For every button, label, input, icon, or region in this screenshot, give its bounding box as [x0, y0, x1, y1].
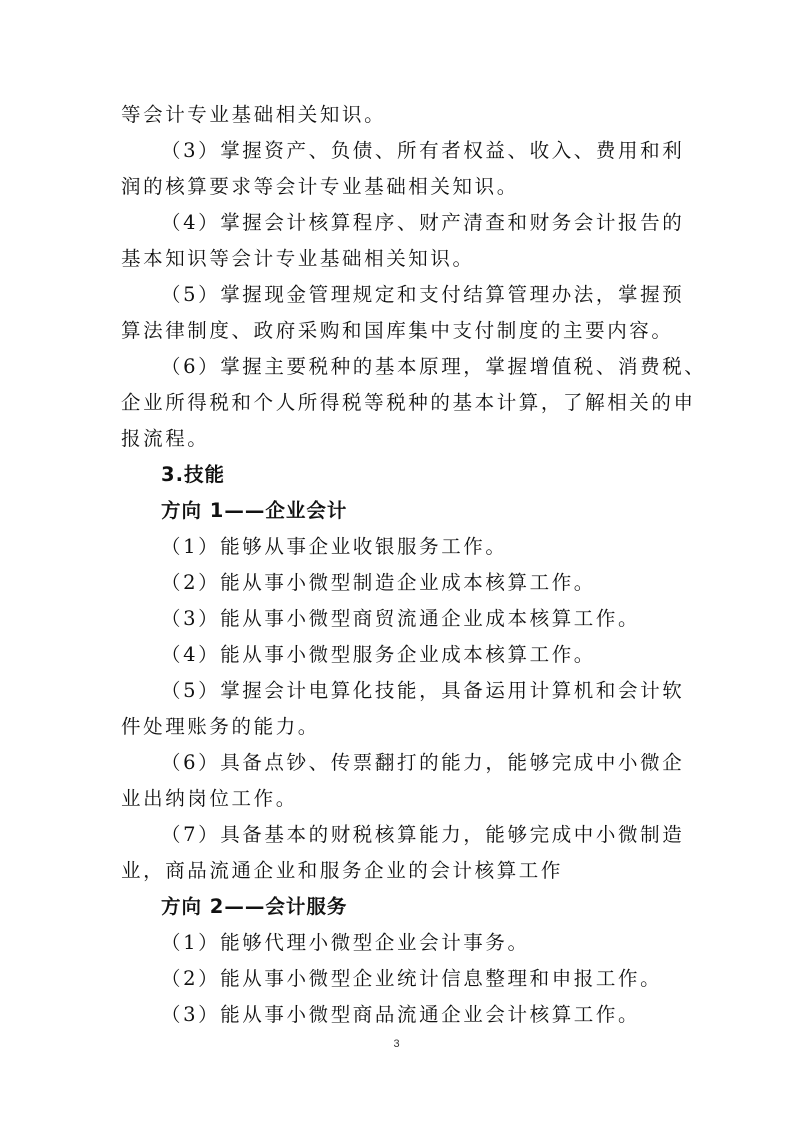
body-line: 企业所得税和个人所得税等税种的基本计算，了解相关的申 [121, 391, 696, 414]
list-item-service-1: （1）能够代理小微型企业会计事务。 [161, 931, 530, 954]
body-line: 基本知识等会计专业基础相关知识。 [121, 247, 475, 270]
body-line: 等会计专业基础相关知识。 [121, 103, 387, 126]
list-item-service-2: （2）能从事小微型企业统计信息整理和申报工作。 [161, 967, 663, 990]
list-item-skill-1: （1）能够从事企业收银服务工作。 [161, 535, 508, 558]
list-item-skill-5: （5）掌握会计电算化技能，具备运用计算机和会计软 [161, 679, 685, 702]
list-item-knowledge-6: （6）掌握主要税种的基本原理，掌握增值税、消费税、 [161, 355, 707, 378]
list-item-knowledge-5: （5）掌握现金管理规定和支付结算管理办法，掌握预 [161, 283, 685, 306]
list-item-skill-6: （6）具备点钞、传票翻打的能力，能够完成中小微企 [161, 751, 685, 774]
body-line: 润的核算要求等会计专业基础相关知识。 [121, 175, 519, 198]
body-line: 算法律制度、政府采购和国库集中支付制度的主要内容。 [121, 319, 674, 342]
body-line: 业出纳岗位工作。 [121, 787, 298, 810]
list-item-skill-7: （7）具备基本的财税核算能力，能够完成中小微制造 [161, 823, 685, 846]
list-item-service-3: （3）能从事小微型商品流通企业会计核算工作。 [161, 1003, 641, 1026]
body-line: 业，商品流通企业和服务企业的会计核算工作 [121, 859, 564, 882]
body-line: 件处理账务的能力。 [121, 715, 320, 738]
page-number: 3 [393, 1038, 400, 1050]
list-item-knowledge-4: （4）掌握会计核算程序、财产清查和财务会计报告的 [161, 211, 685, 234]
subheading-direction-2: 方向 2——会计服务 [161, 895, 348, 918]
list-item-knowledge-3: （3）掌握资产、负债、所有者权益、收入、费用和利 [161, 139, 685, 162]
section-heading-skills: 3.技能 [161, 463, 225, 486]
list-item-skill-3: （3）能从事小微型商贸流通企业成本核算工作。 [161, 607, 641, 630]
list-item-skill-2: （2）能从事小微型制造企业成本核算工作。 [161, 571, 596, 594]
body-line: 报流程。 [121, 427, 210, 450]
list-item-skill-4: （4）能从事小微型服务企业成本核算工作。 [161, 643, 596, 666]
subheading-direction-1: 方向 1——企业会计 [161, 499, 348, 522]
